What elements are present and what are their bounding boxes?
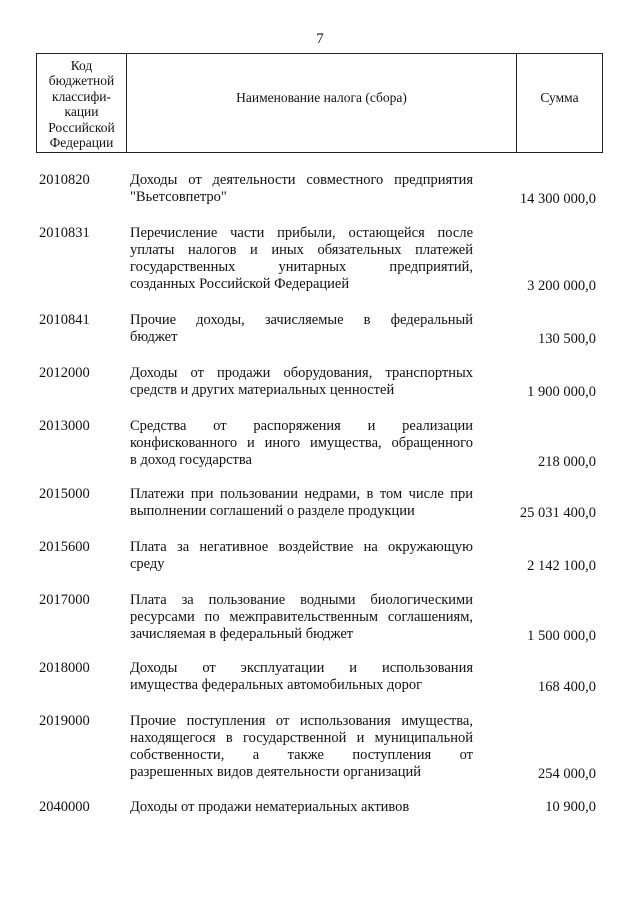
budget-code: 2015600 [39,539,90,555]
tax-name [130,225,473,293]
tax-name [130,799,473,816]
amount: 14 300 000,0 [519,191,596,207]
tax-name-line: среду [130,556,165,572]
header-name-column [127,54,517,152]
tax-name [130,592,473,643]
header-code-column [37,54,127,152]
header-code-label: Код бюджетной классифи- кации Российской Федерации [48,57,115,150]
tax-name [130,172,473,206]
tax-name-line: выполнении соглашений о разделе продукции [130,503,415,519]
table-header [36,53,603,153]
header-sum-label: Сумма [540,90,579,106]
tax-name-line: Доходы от деятельности совместного предприятия [130,172,473,188]
tax-name-line: Прочие поступления от использования имущества, [130,713,473,729]
budget-code: 2018000 [39,660,90,676]
tax-name-line: в доход государства [130,452,252,468]
tax-name-line: зачисляемая в федеральный бюджет [130,626,354,642]
tax-name-line: уплаты налогов и иных обязательных платежей [130,242,473,258]
budget-code: 2015000 [39,486,90,502]
tax-name-line: средств и других материальных ценностей [130,382,395,398]
tax-name-line: имущества федеральных автомобильных дорог [130,677,423,693]
tax-name [130,365,473,399]
tax-name-line: Прочие доходы, зачисляемые в федеральный [130,312,473,328]
amount: 10 900,0 [545,799,596,815]
amount: 3 200 000,0 [527,278,596,294]
tax-name-line: Доходы от эксплуатации и использования [130,660,473,676]
tax-name-line: Доходы от продажи нематериальных активов [130,799,410,815]
tax-name-line: Доходы от продажи оборудования, транспортных [130,365,473,381]
amount: 168 400,0 [538,679,596,695]
budget-code: 2010831 [39,225,90,241]
budget-code: 2010841 [39,312,90,328]
amount: 2 142 100,0 [527,558,596,574]
tax-name-line: Платежи при пользовании недрами, в том числе при [130,486,473,502]
amount: 254 000,0 [538,766,596,782]
tax-name-line: конфискованного и иного имущества, обращенного [130,435,473,451]
tax-name-line: находящегося в государственной и муниципальной [130,730,473,746]
amount: 218 000,0 [538,454,596,470]
tax-name-line: созданных Российской Федерацией [130,276,350,292]
budget-code: 2040000 [39,799,90,815]
amount: 130 500,0 [538,331,596,347]
tax-name-line: бюджет [130,329,178,345]
budget-code: 2010820 [39,172,90,188]
tax-name [130,486,473,520]
page-number: 7 [316,31,324,47]
tax-name [130,312,473,346]
tax-name-line: Плата за негативное воздействие на окружающую [130,539,473,555]
tax-name-line: Средства от распоряжения и реализации [130,418,473,434]
tax-name [130,418,473,469]
budget-code: 2012000 [39,365,90,381]
amount: 25 031 400,0 [519,505,596,521]
tax-name-line: разрешенных видов деятельности организаций [130,764,422,780]
budget-code: 2017000 [39,592,90,608]
budget-code: 2013000 [39,418,90,434]
tax-name [130,660,473,694]
tax-name-line: собственности, а также поступления от [130,747,473,763]
tax-name-line: Плата за пользование водными биологическими [130,592,473,608]
tax-name-line: государственных унитарных предприятий, [130,259,473,275]
tax-name-line: "Вьетсовпетро" [130,189,227,205]
budget-code: 2019000 [39,713,90,729]
tax-name [130,713,473,781]
tax-name-line: Перечисление части прибыли, остающейся после [130,225,473,241]
amount: 1 500 000,0 [527,628,596,644]
amount: 1 900 000,0 [527,384,596,400]
tax-name [130,539,473,573]
tax-name-line: ресурсами по межправительственным соглашениям, [130,609,473,625]
header-name-label: Наименование налога (сбора) [236,90,407,106]
header-sum-column [517,54,602,152]
